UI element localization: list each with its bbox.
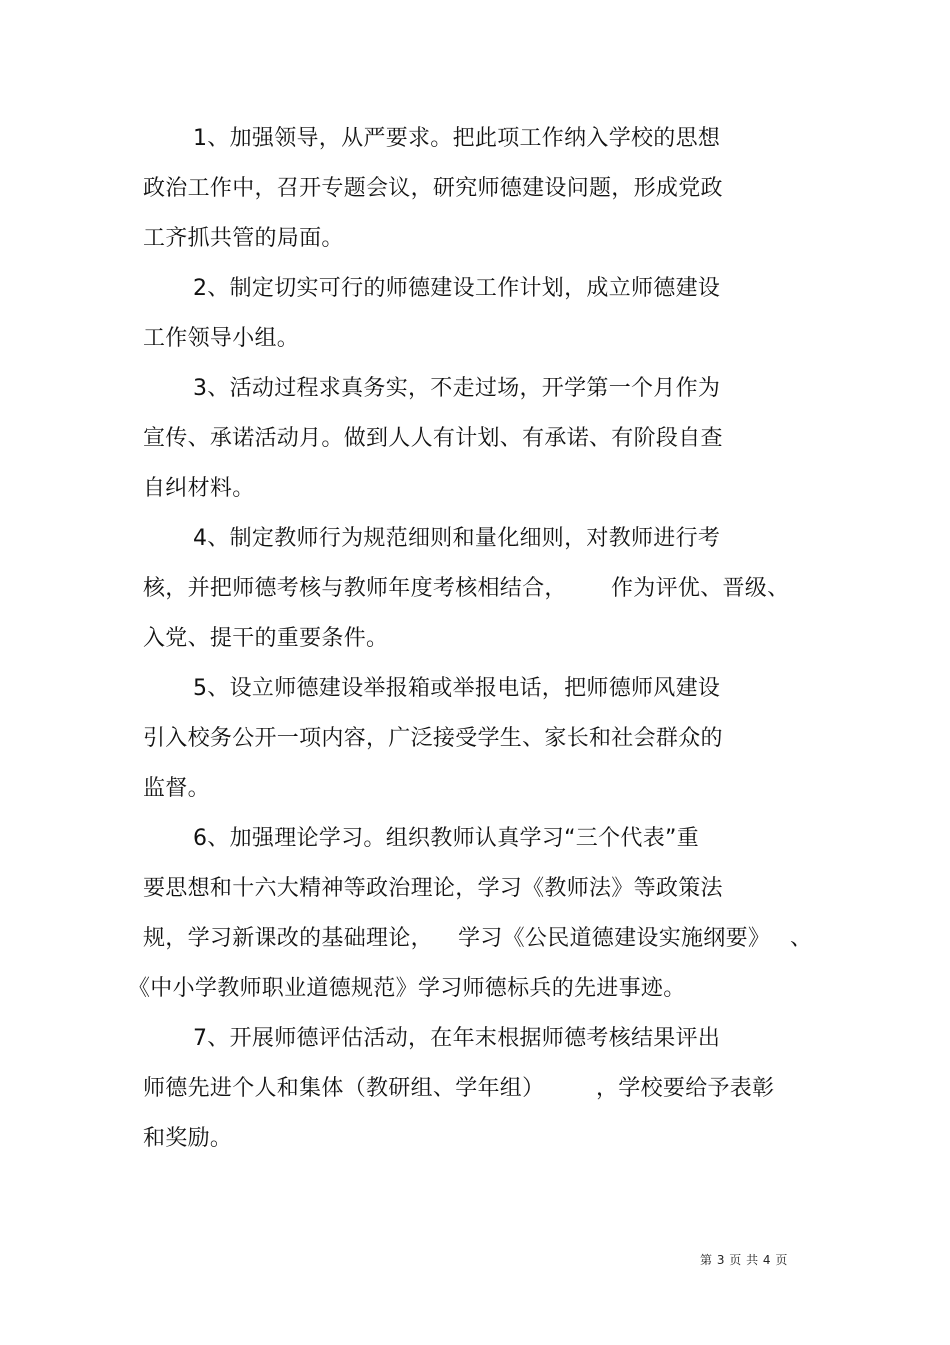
text-line: 宣传、承诺活动月。做到人人有计划、有承诺、有阶段自查 [143,426,723,451]
text-line: 入党、提干的重要条件。 [143,626,389,651]
text-line: 监督。 [143,776,210,801]
text-line: 师德先进个人和集体（教研组、学年组） [143,1076,545,1101]
text-line: 自纠材料。 [143,476,255,501]
text-line: 1、加强领导，从严要求。把此项工作纳入学校的思想 [193,126,721,151]
text-line: 和奖励。 [143,1126,233,1151]
text-line: 规，学习新课改的基础理论， [143,926,433,951]
text-line: 5、设立师德建设举报箱或举报电话，把师德师风建设 [193,676,721,701]
text-line: 、 [790,926,813,951]
text-line: 3、活动过程求真务实，不走过场，开学第一个月作为 [193,376,721,401]
text-line: 2、制定切实可行的师德建设工作计划，成立师德建设 [193,276,721,301]
text-line: 工作领导小组。 [143,326,300,351]
page-number: 第 3 页 共 4 页 [700,1253,788,1267]
text-line: ，学校要给予表彰 [596,1076,775,1101]
text-line: 作为评优、晋级、 [611,576,790,601]
text-line: 核，并把师德考核与教师年度考核相结合， [143,576,567,601]
text-line: 4、制定教师行为规范细则和量化细则，对教师进行考 [193,526,721,551]
text-line: 引入校务公开一项内容，广泛接受学生、家长和社会群众的 [143,726,723,751]
text-line: 政治工作中，召开专题会议，研究师德建设问题，形成党政 [143,176,723,201]
text-line: 学习《公民道德建设实施纲要》 [458,926,771,951]
text-line: 要思想和十六大精神等政治理论，学习《教师法》等政策法 [143,876,723,901]
text-line: 7、开展师德评估活动，在年末根据师德考核结果评出 [193,1026,721,1051]
text-line: 6、加强理论学习。组织教师认真学习“三个代表”重 [193,826,699,851]
text-line: 《中小学教师职业道德规范》学习师德标兵的先进事迹。 [128,976,686,1001]
text-line: 工齐抓共管的局面。 [143,226,344,251]
